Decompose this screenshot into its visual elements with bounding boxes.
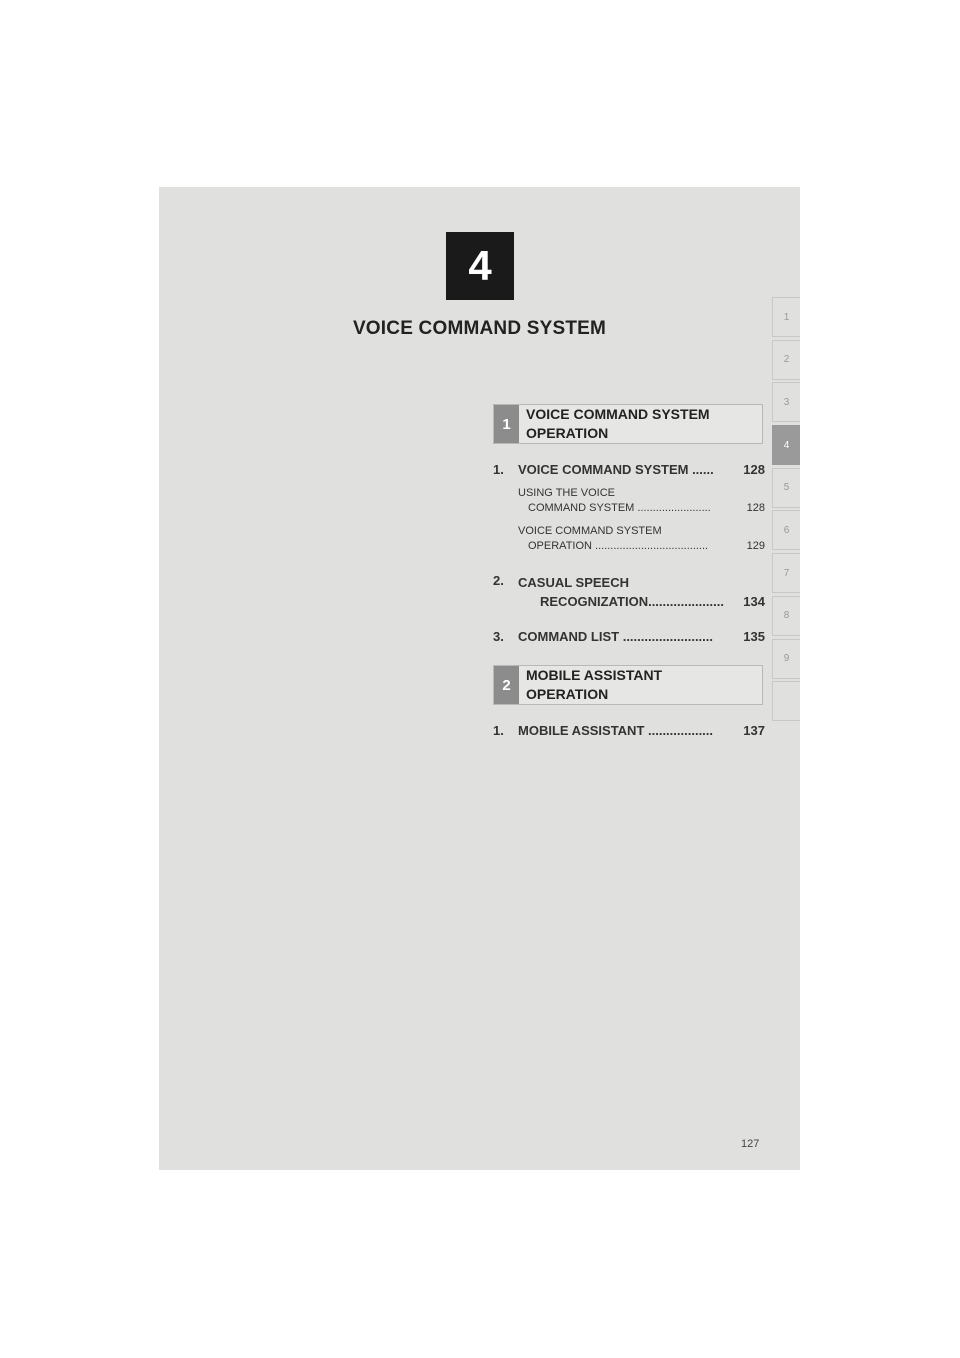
chapter-tab-blank[interactable]	[772, 681, 800, 721]
chapter-title: VOICE COMMAND SYSTEM	[352, 318, 607, 339]
section-2-header	[493, 665, 763, 705]
chapter-tab-8[interactable]: 8	[772, 596, 800, 636]
toc-entry-page: 135	[743, 629, 765, 644]
toc-entry-casual-speech[interactable]: 2. CASUAL SPEECH RECOGNIZATION..................... 134	[493, 573, 765, 609]
toc-entry-page: 137	[743, 723, 765, 738]
toc-entry-title: VOICE COMMAND SYSTEM ......	[518, 462, 714, 477]
toc-subentry-voice-command-operation[interactable]: VOICE COMMAND SYSTEM OPERATION ..................................... 129	[518, 525, 765, 552]
toc-entry-page: 134	[743, 594, 765, 609]
chapter-tab-2[interactable]: 2	[772, 340, 800, 380]
chapter-tab-7[interactable]: 7	[772, 553, 800, 593]
section-1-toc	[493, 462, 765, 644]
toc-subentry-page: 129	[746, 540, 765, 552]
chapter-tab-4[interactable]: 4	[772, 425, 800, 465]
toc-entry-page: 128	[743, 462, 765, 477]
section-2-number: 2	[494, 666, 519, 704]
section-1-title: VOICE COMMAND SYSTEM OPERATION	[526, 406, 710, 441]
page-number: 127	[741, 1138, 760, 1150]
section-2-toc	[493, 723, 765, 738]
chapter-tab-9[interactable]: 9	[772, 639, 800, 679]
chapter-tabs	[772, 297, 800, 724]
chapter-tab-5[interactable]: 5	[772, 468, 800, 508]
toc-entry-voice-command-system[interactable]: 1. VOICE COMMAND SYSTEM ...... 128	[493, 462, 765, 477]
chapter-tab-1[interactable]: 1	[772, 297, 800, 337]
chapter-number-box	[446, 232, 514, 300]
toc-subentry-using-voice-command[interactable]: USING THE VOICE COMMAND SYSTEM ........................ 128	[518, 487, 765, 514]
section-2-title: MOBILE ASSISTANT OPERATION	[526, 667, 663, 702]
chapter-tab-6[interactable]: 6	[772, 510, 800, 550]
toc-entry-mobile-assistant[interactable]: 1. MOBILE ASSISTANT .................. 137	[493, 723, 765, 738]
toc-entry-command-list[interactable]: 3. COMMAND LIST ......................... 135	[493, 629, 765, 644]
chapter-tab-3[interactable]: 3	[772, 382, 800, 422]
section-1-header	[493, 404, 763, 444]
chapter-number: 4	[468, 242, 492, 289]
section-1-number: 1	[494, 405, 519, 443]
toc-subentry-page: 128	[746, 502, 765, 514]
